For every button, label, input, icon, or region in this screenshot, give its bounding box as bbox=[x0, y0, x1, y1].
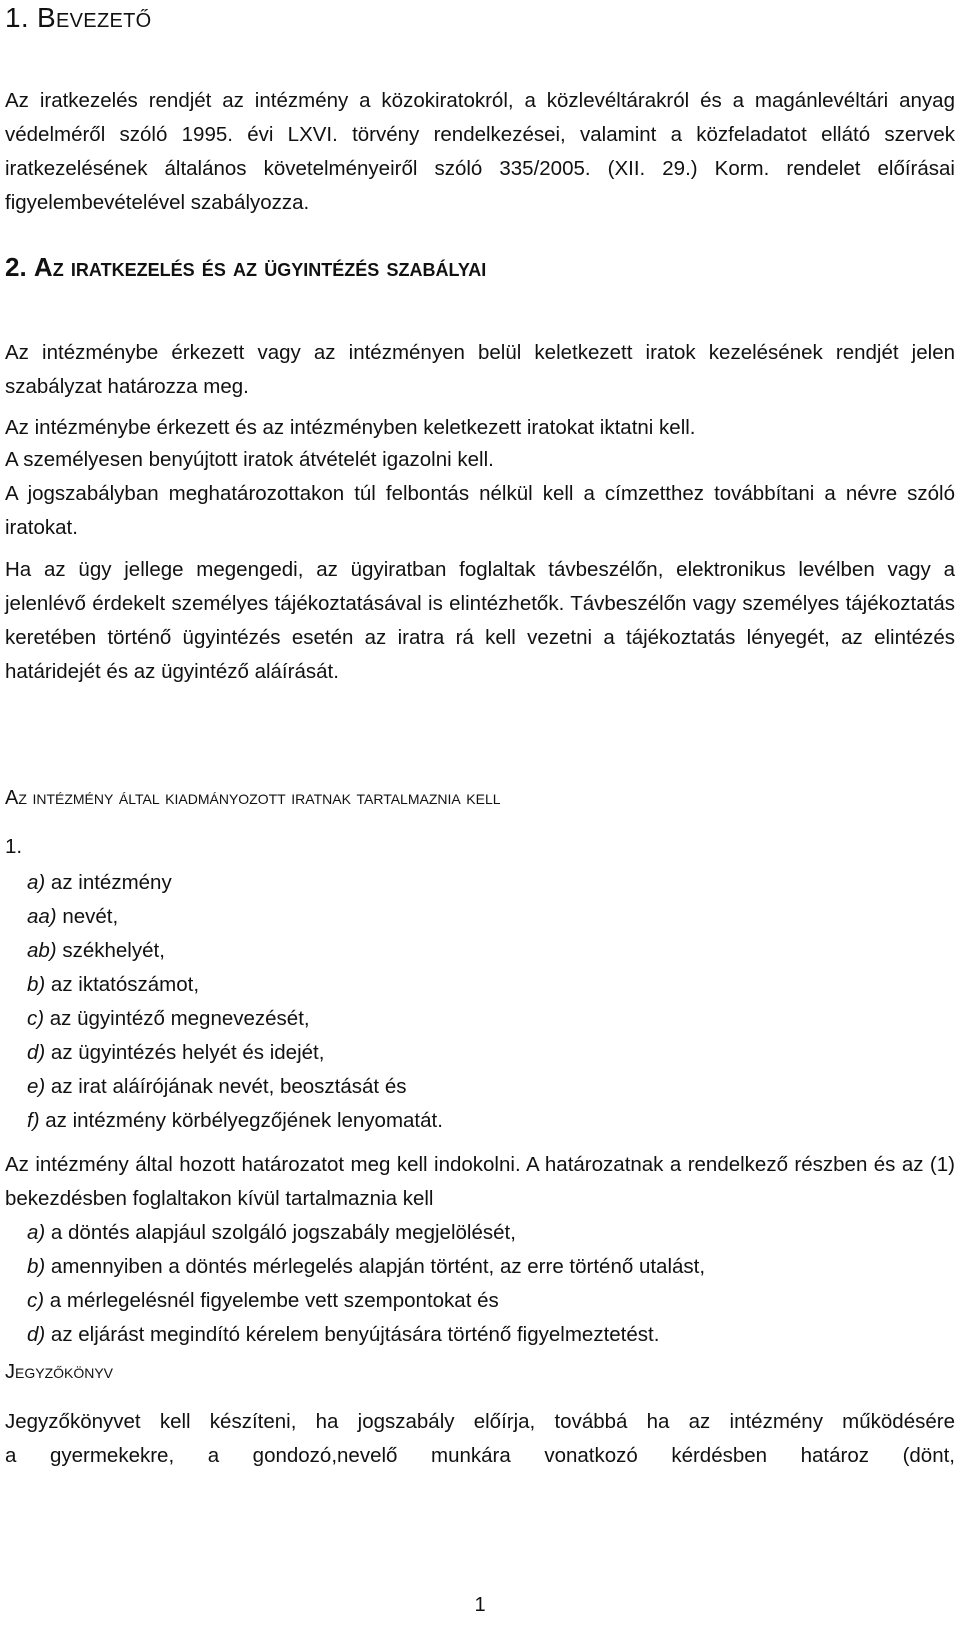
list-marker: b) bbox=[27, 1255, 46, 1278]
list-marker: c) bbox=[27, 1289, 45, 1312]
list-marker: ab) bbox=[27, 939, 57, 962]
list-item bbox=[27, 900, 118, 934]
list-text: az eljárást megindító kérelem benyújtására történő figyelmeztetést. bbox=[45, 1323, 660, 1346]
section-title-jegyzokonyv: Jegyzőkönyv bbox=[5, 1361, 114, 1383]
list-item bbox=[27, 1318, 659, 1352]
list-marker: b) bbox=[27, 973, 46, 996]
list-marker: c) bbox=[27, 1007, 45, 1030]
list-marker: d) bbox=[27, 1323, 46, 1346]
list-marker: a) bbox=[27, 871, 46, 894]
list-item bbox=[27, 866, 172, 900]
list-item bbox=[27, 1070, 406, 1104]
list-number: 1. bbox=[5, 835, 23, 858]
intro-paragraph: Az iratkezelés rendjét az intézmény a közokiratokról, a közlevéltárakról és a magánlevéltári anyag védelméről szóló 1995. évi LXVI. törvény rendelkezései, valamint a közfeladatot ellátó szervek iratkezelésének általános követelményeiről szóló 335/2005. (XII. 29.) Korm. rendelet előírásai figyelembevételével szabályozza. bbox=[5, 89, 955, 214]
paragraph-3: A személyesen benyújtott iratok átvételét igazolni kell. bbox=[5, 448, 494, 471]
paragraph-2: Az intézménybe érkezett és az intézményben keletkezett iratokat iktatni kell. bbox=[5, 416, 696, 439]
list-item bbox=[27, 1250, 705, 1284]
list-text: székhelyét, bbox=[56, 939, 165, 962]
list-text: a döntés alapjául szolgáló jogszabály megjelölését, bbox=[45, 1221, 516, 1244]
list-item bbox=[27, 1036, 324, 1070]
paragraph-1: Az intézménybe érkezett vagy az intézményen belül keletkezett iratok kezelésének rendjét jelen szabályzat határozza meg. bbox=[5, 341, 955, 398]
list-item bbox=[27, 1104, 443, 1138]
list-marker: f) bbox=[27, 1109, 40, 1132]
page-number: 1 bbox=[474, 1594, 486, 1616]
list-text: az ügyintézés helyét és idejét, bbox=[45, 1041, 325, 1064]
list-marker: a) bbox=[27, 1221, 46, 1244]
paragraph-4: A jogszabályban meghatározottakon túl felbontás nélkül kell a címzetthez továbbítani a névre szóló iratokat. bbox=[5, 482, 955, 539]
list-item bbox=[27, 1002, 310, 1036]
list-item bbox=[27, 934, 165, 968]
list-text: a mérlegelésnél figyelembe vett szempontokat és bbox=[44, 1289, 499, 1312]
heading-1-title: Bevezető bbox=[37, 2, 152, 33]
list-text: az ügyintéző megnevezését, bbox=[44, 1007, 310, 1030]
list-text: nevét, bbox=[56, 905, 119, 928]
list-text: az intézmény körbélyegzőjének lenyomatát. bbox=[39, 1109, 443, 1132]
heading-2 bbox=[5, 252, 486, 283]
heading-2-title: Az iratkezelés és az ügyintézés szabályai bbox=[33, 252, 487, 282]
list-marker: aa) bbox=[27, 905, 57, 928]
paragraph-7-line-1: Jegyzőkönyvet kell készíteni, ha jogszabály előírja, továbbá ha az intézmény működésére bbox=[5, 1410, 955, 1433]
paragraph-6: Az intézmény által hozott határozatot meg kell indokolni. A határozatnak a rendelkező részben és az (1) bekezdésben foglaltakon kívül tartalmaznia kell bbox=[5, 1153, 955, 1210]
list-marker: e) bbox=[27, 1075, 46, 1098]
section-title: Az intézmény által kiadmányozott iratnak tartalmaznia kell bbox=[5, 787, 501, 809]
list-item bbox=[27, 1284, 499, 1318]
heading-2-number: 2. bbox=[5, 252, 27, 282]
list-item bbox=[27, 1216, 516, 1250]
heading-1 bbox=[5, 2, 151, 34]
paragraph-7-line-2: a gyermekekre, a gondozó,nevelő munkára vonatkozó kérdésben határoz (dönt, bbox=[5, 1444, 955, 1467]
list-text: az iktatószámot, bbox=[45, 973, 200, 996]
list-text: az intézmény bbox=[45, 871, 172, 894]
paragraph-5: Ha az ügy jellege megengedi, az ügyiratban foglaltak távbeszélőn, elektronikus levélben vagy a jelenlévő érdekelt személyes tájékoztatásával is elintézhetők. Távbeszélőn vagy személyes tájékoztatás keretében történő ügyintézés esetén az iratra rá kell vezetni a tájékoztatás lényegét, az elintézés határidejét és az ügyintéző aláírását. bbox=[5, 558, 955, 683]
list-marker: d) bbox=[27, 1041, 46, 1064]
heading-1-number: 1. bbox=[5, 2, 29, 33]
list-text: az irat aláírójának nevét, beosztását és bbox=[45, 1075, 407, 1098]
list-item bbox=[27, 968, 199, 1002]
list-text: amennyiben a döntés mérlegelés alapján történt, az erre történő utalást, bbox=[45, 1255, 706, 1278]
